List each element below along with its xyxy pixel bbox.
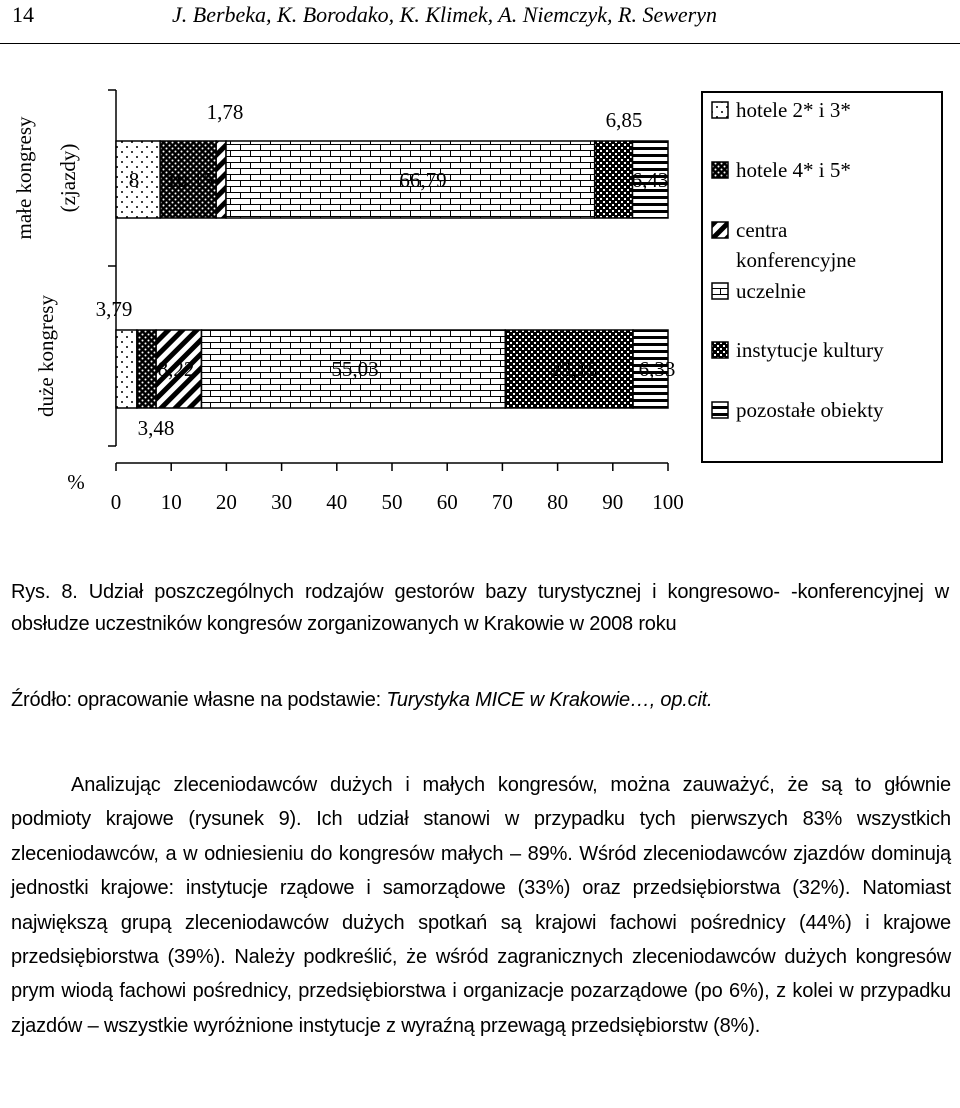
bar-segment (216, 141, 226, 218)
figure-source (11, 684, 949, 716)
data-label: 8 (128, 168, 140, 192)
legend-label: pozostałe obiekty (736, 398, 884, 422)
stacked-bar-chart (0, 50, 960, 530)
legend-swatch (712, 162, 728, 178)
x-tick-label: 30 (271, 490, 293, 514)
x-tick-label: 50 (381, 490, 403, 514)
legend-swatch (712, 283, 728, 299)
data-label: 3,48 (137, 416, 175, 440)
plot-area (12, 90, 684, 514)
data-label: 6,33 (638, 357, 676, 381)
legend-swatch (712, 222, 728, 238)
data-label: 3,79 (95, 297, 133, 321)
data-label: 23,15 (550, 357, 598, 381)
running-header (0, 0, 960, 44)
legend-label: uczelnie (736, 279, 806, 303)
x-tick-label: 0 (110, 490, 122, 514)
data-label: 10,15 (166, 168, 214, 192)
legend-label: instytucje kultury (736, 338, 884, 362)
figure-caption: Rys. 8. Udział poszczególnych rodzajów gestorów bazy turystycznej i kongresowo- -konferencyjnej w obsłudze uczestników kongresów zorganizowanych w Krakowie w 2008 roku (11, 581, 949, 635)
x-tick-label: 90 (602, 490, 624, 514)
legend-label: hotele 2* i 3* (736, 98, 851, 122)
x-tick-label: 60 (436, 490, 458, 514)
legend-label: centra (736, 218, 788, 242)
legend-label: hotele 4* i 5* (736, 158, 851, 182)
legend-swatch (712, 102, 728, 118)
source-prefix: Źródło: opracowanie własne na podstawie: (11, 689, 387, 711)
data-label: 6,85 (605, 108, 643, 132)
category-label: małe kongresy (12, 116, 36, 240)
data-label: 66,79 (399, 168, 447, 192)
legend-swatch (712, 402, 728, 418)
x-tick-label: 80 (547, 490, 569, 514)
data-label: 55,03 (331, 357, 379, 381)
data-label: 8,22 (157, 357, 195, 381)
source-reference: Turystyka MICE w Krakowie…, op.cit. (386, 689, 713, 711)
legend-swatch (712, 342, 728, 358)
body-paragraph-text: Analizując zleceniodawców dużych i małych kongresów, można zauważyć, że są to głównie podmioty krajowe (rysunek 9). Ich udział stanowi w przypadku tych pierwszych 83% wszystkich zleceniodawców, a w odniesieniu do kongresów małych – 89%. Wśród zleceniodawców zjazdów dominują jednostki krajowe: instytucje rządowe i samorządowe (33%) oraz przedsiębiorstwa (32%). Natomiast największą grupą zleceniodawców dużych spotkań są krajowi fachowi pośrednicy (44%) i krajowe przedsiębiorstwa (39%). Należy podkreślić, że wśród zagranicznych zleceniodawców dużych kongresów prym wiodą fachowi pośrednicy, przedsiębiorstwa i organizacje pozarządowe (po 6%), z kolei w przypadku zjazdów – wszystkie wyróżnione instytucje z wyraźną przewagą przedsiębiorstw (8%). (11, 774, 951, 1037)
category-label: duże kongresy (34, 295, 58, 417)
body-paragraph (11, 768, 951, 1043)
chart-legend (702, 92, 942, 462)
category-label: (zjazdy) (56, 143, 80, 213)
x-tick-label: 100 (652, 490, 684, 514)
data-label: 6,43 (631, 168, 669, 192)
x-tick-label: 40 (326, 490, 348, 514)
x-tick-label: 10 (160, 490, 182, 514)
page-number: 14 (12, 2, 34, 27)
header-authors: J. Berbeka, K. Borodako, K. Klimek, A. Niemczyk, R. Seweryn (172, 2, 717, 27)
bar-segment (116, 330, 137, 408)
x-tick-label: 70 (491, 490, 513, 514)
data-label: 1,78 (206, 100, 244, 124)
bar-segment (595, 141, 633, 218)
bar-segment (137, 330, 156, 408)
x-axis-label: % (67, 470, 85, 494)
legend-label: konferencyjne (736, 248, 857, 272)
x-tick-label: 20 (215, 490, 237, 514)
